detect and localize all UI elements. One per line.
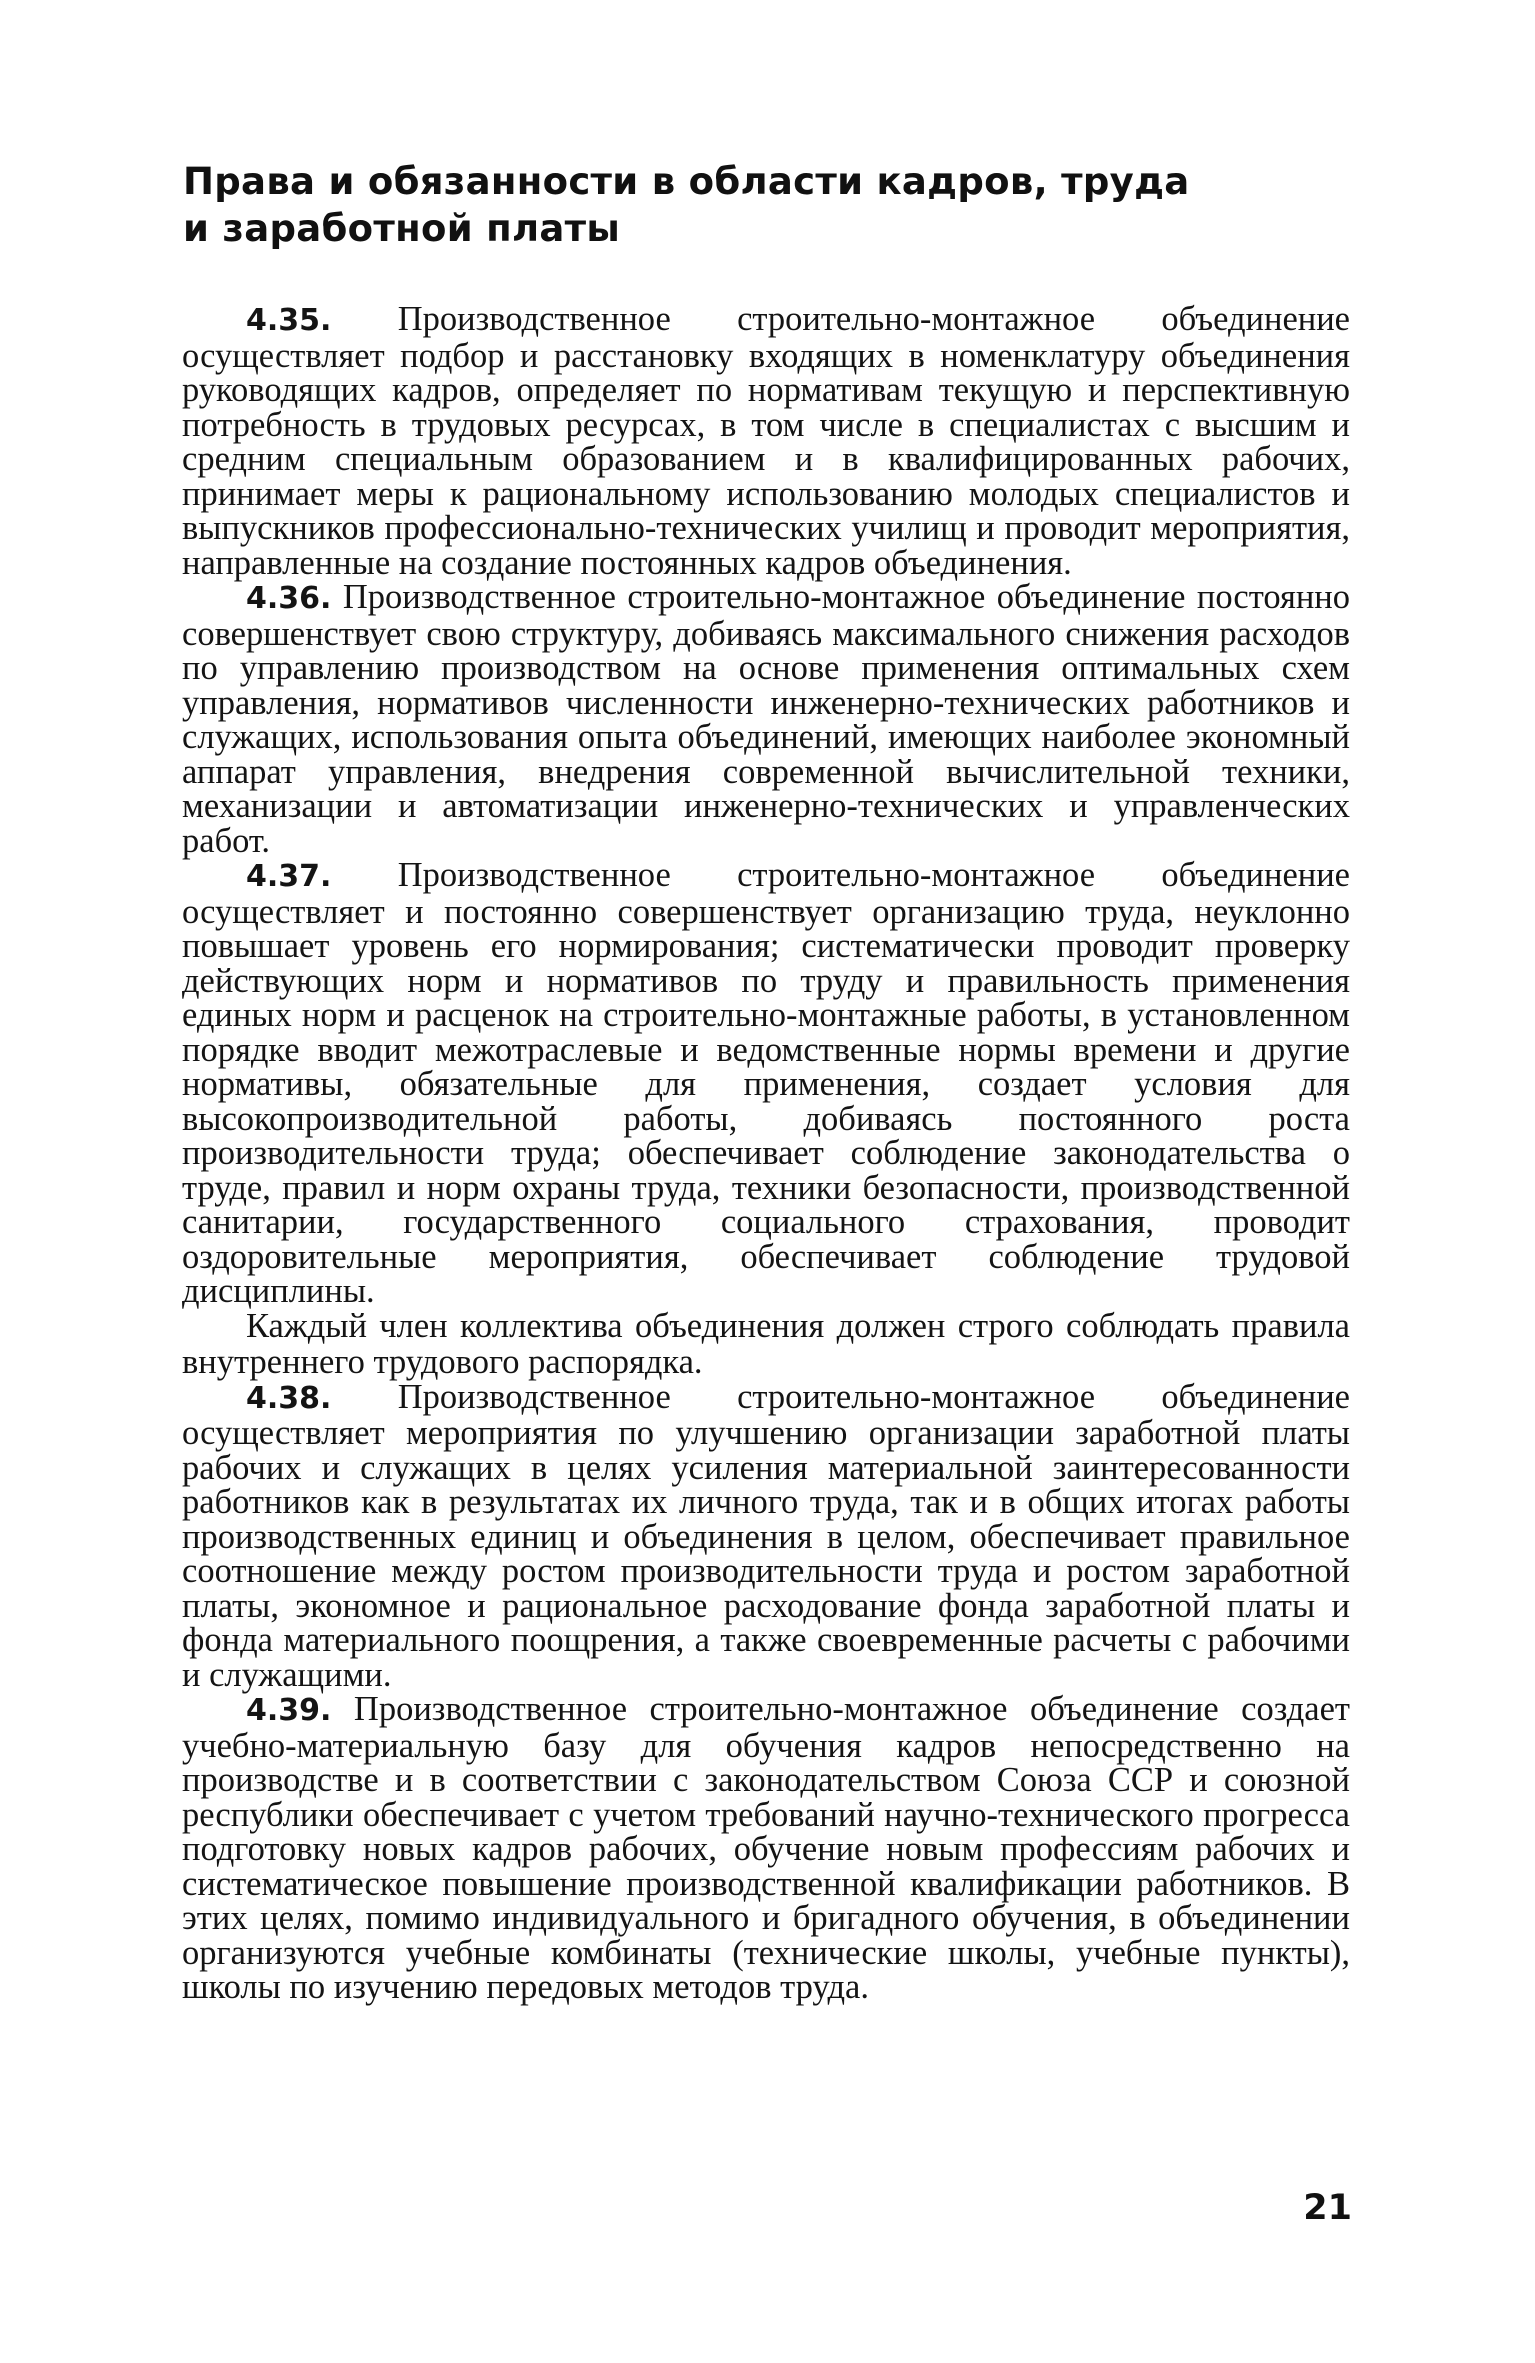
paragraph-4-39 bbox=[182, 1692, 1350, 2005]
paragraph-4-38 bbox=[182, 1377, 1350, 1694]
paragraph-text: Производственное строительно-монтажное объединение осуществляет мероприятия по улучшению организации заработной платы рабочих и служащих в целях усиления материальной заинтересованности работников как в результатах их личного труда, так и в общих итогах работы производственных единиц и объединения в целом, обеспечивает правильное соотношение между ростом производительности труда и ростом заработной платы, экономное и рациональное расходование фонда заработной платы и фонда материального поощрения, а также своевременные расчеты с рабочими и служащими. bbox=[182, 1377, 1350, 1694]
page-number: 21 bbox=[1303, 2188, 1352, 2228]
paragraph-number: 4.37. bbox=[246, 859, 332, 894]
section-title-line-2: и заработной платы bbox=[183, 207, 621, 250]
paragraph-4-37 bbox=[182, 858, 1350, 1309]
paragraph-number: 4.39. bbox=[246, 1693, 332, 1728]
section-title-line-1: Права и обязанности в области кадров, труда bbox=[183, 160, 1190, 203]
paragraph-number: 4.38. bbox=[246, 1380, 332, 1416]
section-title bbox=[183, 158, 1363, 252]
paragraph-text: Производственное строительно-монтажное объединение осуществляет подбор и расстановку входящих в номенклатуру объединения руководящих кадров, определяет по нормативам текущую и перспективную потребность в трудовых ресурсах, в том числе в специалистах с высшим и средним специальным образованием и в квалифицированных рабочих, принимает меры к рациональному использованию молодых специалистов и выпускников профессионально-технических училищ и проводит мероприятия, направленные на создание постоянных кадров объединения. bbox=[182, 300, 1350, 582]
document-body bbox=[182, 302, 1350, 2005]
paragraph-text: Каждый член коллектива объединения должен строго соблюдать правила внутреннего трудового распорядка. bbox=[182, 1306, 1350, 1381]
paragraph-4-35 bbox=[182, 302, 1350, 580]
paragraph-text: Производственное строительно-монтажное объединение создает учебно-материальную базу для обучения кадров непосредственно на производстве и в соответствии с законодательством Союза ССР и союзной республики обеспечивает с учетом требований научно-технического прогресса подготовку новых кадров рабочих, обучение новым профессиям рабочих и систематическое повышение производственной квалификации работников. В этих целях, помимо индивидуального и бригадного обучения, в объединении организуются учебные комбинаты (технические школы, учебные пункты), школы по изучению передовых методов труда. bbox=[182, 1690, 1350, 2006]
paragraph-text: Производственное строительно-монтажное объединение осуществляет и постоянно совершенствует организацию труда, неуклонно повышает уровень его нормирования; систематически проводит проверку действующих норм и нормативов по труду и правильность применения единых норм и расценок на строительно-монтажные работы, в установленном порядке вводит межотраслевые и ведомственные нормы времени и другие нормативы, обязательные для применения, создает условия для высокопроизводительной работы, добиваясь постоянного роста производительности труда; обеспечивает соблюдение законодательства о труде, правил и норм охраны труда, техники безопасности, производственной санитарии, государственного социального страхования, проводит оздоровительные мероприятия, обеспечивает соблюдение трудовой дисциплины. bbox=[182, 856, 1350, 1310]
paragraph-labor-rules bbox=[182, 1306, 1350, 1381]
paragraph-number: 4.36. bbox=[246, 581, 332, 616]
paragraph-number: 4.35. bbox=[246, 303, 332, 338]
paragraph-4-36 bbox=[182, 580, 1350, 858]
paragraph-text: Производственное строительно-монтажное объединение постоянно совершенствует свою структуру, добиваясь максимального снижения расходов по управлению производством на основе применения оптимальных схем управления, нормативов численности инженерно-технических работников и служащих, использования опыта объединений, имеющих наиболее экономный аппарат управления, внедрения современной вычислительной техники, механизации и автоматизации инженерно-технических и управленческих работ. bbox=[182, 578, 1350, 860]
